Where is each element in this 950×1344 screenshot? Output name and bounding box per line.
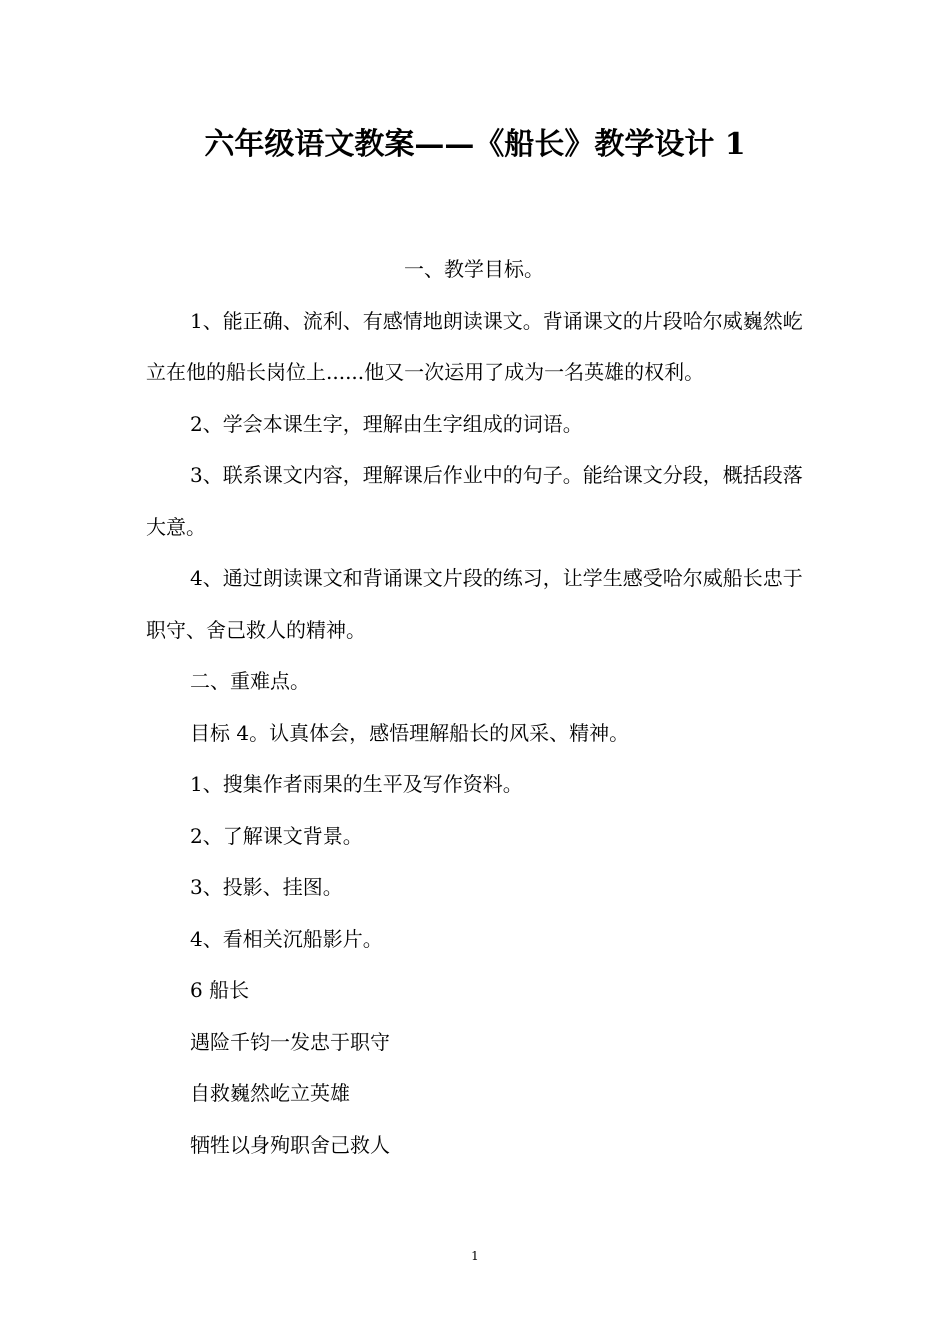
paragraph-prep-2: 2、了解课文背景。 [190,823,363,848]
page-number: 1 [471,1249,479,1263]
paragraph-prep-3: 3、投影、挂图。 [190,875,343,899]
paragraph-key-point-target: 目标 4。认真体会，感悟理解船长的风采、精神。 [190,720,630,745]
document-body [146,244,806,1171]
paragraph-prep-1: 1、搜集作者雨果的生平及写作资料。 [190,772,523,796]
paragraph-objective-2: 2、学会本课生字，理解由生字组成的词语。 [190,411,583,436]
section-heading-objectives: 一、教学目标。 [404,257,544,281]
paragraph-prep-4: 4、看相关沉船影片。 [190,926,383,951]
board-heading: 6 船长 [190,978,250,1002]
board-line-2: 自救巍然屹立英雄 [190,1081,350,1105]
paragraph-objective-1: 1、能正确、流利、有感情地朗读课文。背诵课文的片段哈尔威巍然屹立在他的船长岗位上......他又一次运用了成为一名英雄的权利。 [146,308,803,384]
section-heading-key-points: 二、重难点。 [190,669,310,693]
board-line-1: 遇险千钧一发忠于职守 [190,1029,390,1054]
paragraph-objective-4: 4、通过朗读课文和背诵课文片段的练习，让学生感受哈尔威船长忠于职守、舍己救人的精神。 [146,566,803,642]
document-title: 六年级语文教案——《船长》教学设计 1 [204,127,746,162]
paragraph-objective-3: 3、联系课文内容，理解课后作业中的句子。能给课文分段，概括段落大意。 [146,463,803,539]
board-line-3: 牺牲以身殉职舍己救人 [190,1132,390,1157]
